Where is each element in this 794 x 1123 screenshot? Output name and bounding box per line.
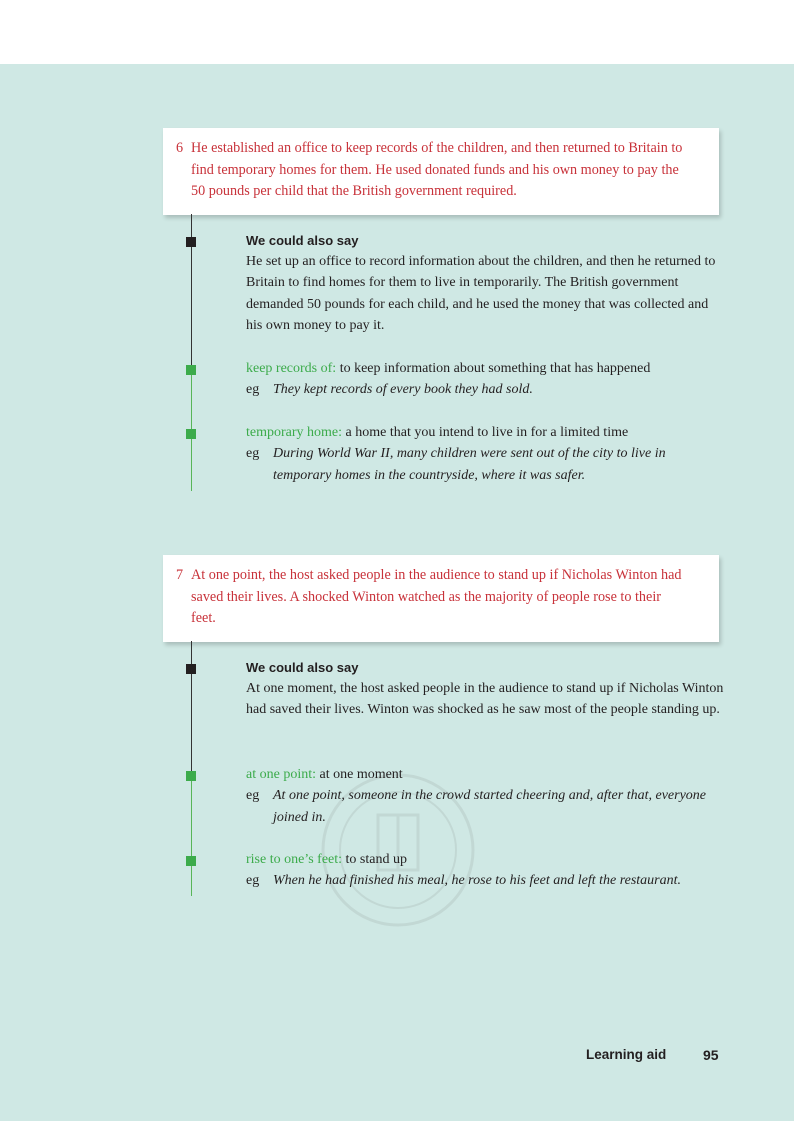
vocab-example: At one point, someone in the crowd started cheering and, after that, everyone joined in. bbox=[273, 788, 707, 825]
vocab-definition: to stand up bbox=[342, 852, 407, 867]
sentence-text: At one point, the host asked people in the audience to stand up if Nicholas Winton had saved their lives. A shocked Winton watched as the majority of people rose to their feet. bbox=[191, 567, 682, 626]
alternative-heading: We could also say bbox=[246, 233, 359, 248]
vocab-entry bbox=[246, 422, 724, 486]
vocab-term: rise to one’s feet: bbox=[246, 852, 343, 867]
alternative-text: He set up an office to record information about the children, and then he returned to Britain to find homes for them to live in temporarily. The British government demanded 50 pounds for each child, and he used the money that was collected and his own money to pay it. bbox=[246, 254, 716, 333]
bullet-marker bbox=[186, 237, 196, 247]
timeline-line bbox=[191, 776, 192, 896]
sentence-number: 6 bbox=[176, 140, 184, 156]
timeline-line bbox=[191, 641, 192, 776]
sentence-box-6 bbox=[163, 128, 719, 215]
page-number: 95 bbox=[703, 1047, 719, 1063]
eg-label: eg bbox=[246, 446, 260, 462]
alternative-block bbox=[246, 657, 724, 721]
vocab-term: keep records of: bbox=[246, 361, 337, 376]
eg-label: eg bbox=[246, 382, 260, 398]
alternative-text: At one moment, the host asked people in the audience to stand up if Nicholas Winton had saved their lives. Winton was shocked as he saw most of the people standing up. bbox=[246, 681, 724, 718]
sentence-number: 7 bbox=[176, 567, 184, 583]
vocab-example: When he had finished his meal, he rose to his feet and left the restaurant. bbox=[273, 873, 682, 889]
bullet-marker bbox=[186, 856, 196, 866]
footer-label: Learning aid bbox=[586, 1047, 667, 1062]
vocab-definition: at one moment bbox=[316, 767, 403, 782]
bullet-marker bbox=[186, 365, 196, 375]
bullet-marker bbox=[186, 429, 196, 439]
vocab-example: During World War II, many children were sent out of the city to live in temporary homes in the countryside, where it was safer. bbox=[273, 446, 666, 483]
alternative-heading: We could also say bbox=[246, 660, 359, 675]
sentence-text: He established an office to keep records of the children, and then returned to Britain to find temporary homes for them. He used donated funds and his own money to pay the 50 pounds per child that the British government required. bbox=[191, 140, 683, 199]
vocab-entry bbox=[246, 849, 724, 892]
eg-label: eg bbox=[246, 788, 260, 804]
bullet-marker bbox=[186, 664, 196, 674]
vocab-definition: to keep information about something that has happened bbox=[336, 361, 651, 376]
eg-label: eg bbox=[246, 873, 260, 889]
sentence-box-7 bbox=[163, 555, 719, 642]
vocab-entry bbox=[246, 358, 724, 401]
alternative-block bbox=[246, 230, 724, 336]
bullet-marker bbox=[186, 771, 196, 781]
vocab-term: at one point: bbox=[246, 767, 316, 782]
vocab-term: temporary home: bbox=[246, 425, 343, 440]
vocab-entry bbox=[246, 764, 724, 828]
vocab-example: They kept records of every book they had sold. bbox=[273, 382, 533, 398]
vocab-definition: a home that you intend to live in for a limited time bbox=[342, 425, 629, 440]
